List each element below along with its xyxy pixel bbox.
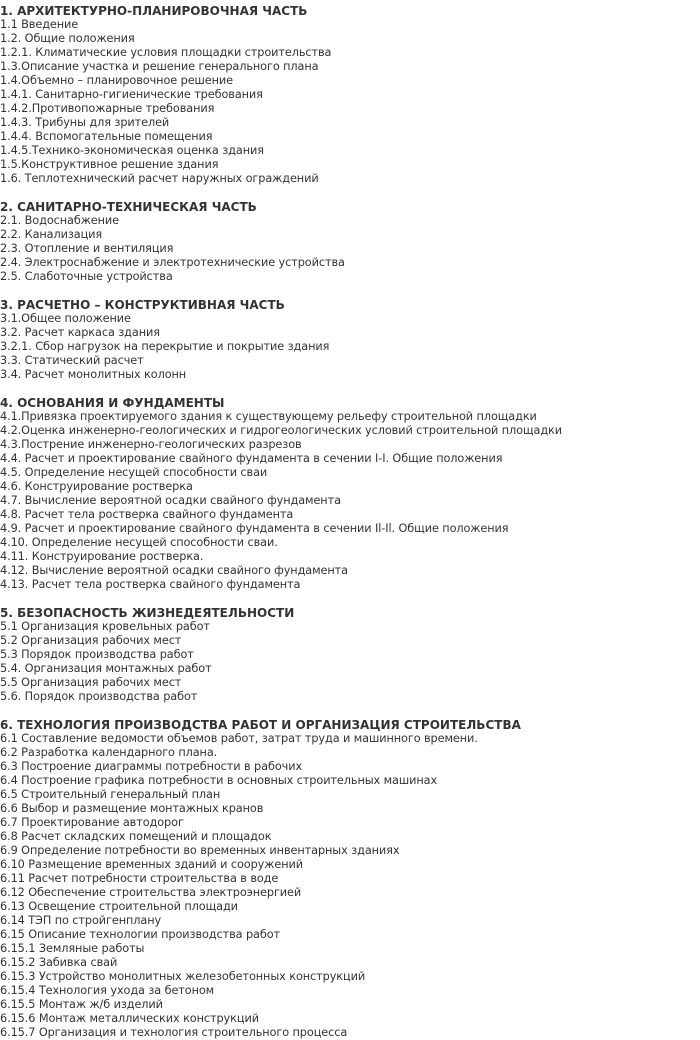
toc-item: 1.4.4. Вспомогательные помещения [0,130,213,143]
section-heading: 5. БЕЗОПАСНОСТЬ ЖИЗНЕДЕЯТЕЛЬНОСТИ [0,606,295,620]
toc-item: 6.12 Обеспечение строительства электроэнергией [0,886,302,899]
toc-item: 1.4.2.Противопожарные требования [0,102,215,115]
toc-item: 2.3. Отопление и вентиляция [0,242,174,255]
toc-section [0,718,700,1040]
toc-item: 6.4 Построение графика потребности в основных строительных машинах [0,774,438,787]
toc-item: 5.6. Порядок производства работ [0,690,198,703]
toc-item: 4.11. Конструирование ростверка. [0,550,204,563]
toc-item: 6.3 Построение диаграммы потребности в рабочих [0,760,303,773]
toc-item: 1.2. Общие положения [0,32,135,45]
toc-item: 6.5 Строительный генеральный план [0,788,221,801]
toc-item: 6.1 Составление ведомости объемов работ, затрат труда и машинного времени. [0,732,478,745]
toc-item: 4.4. Расчет и проектирование свайного фундамента в сечении I-I. Общие положения [0,452,503,465]
toc-item: 6.15.3 Устройство монолитных железобетонных конструкций [0,970,366,983]
toc-item: 3.2.1. Сбор нагрузок на перекрытие и покрытие здания [0,340,330,353]
toc-item: 6.15.1 Земляные работы [0,942,145,955]
toc-section [0,298,700,382]
section-heading: 1. АРХИТЕКТУРНО-ПЛАНИРОВОЧНАЯ ЧАСТЬ [0,4,308,18]
toc-item: 6.10 Размещение временных зданий и сооружений [0,858,303,871]
toc-item: 1.5.Конструктивное решение здания [0,158,219,171]
toc-item: 6.15.6 Монтаж металлических конструкций [0,1012,259,1025]
toc-item: 6.15.7 Организация и технология строительного процесса [0,1026,348,1039]
toc-section [0,396,700,592]
toc-item: 4.10. Определение несущей способности сваи. [0,536,278,549]
toc-item: 5.2 Организация рабочих мест [0,634,182,647]
toc-item: 3.2. Расчет каркаса здания [0,326,160,339]
toc-item: 6.2 Разработка календарного плана. [0,746,218,759]
toc-item: 4.5. Определение несущей способности сваи [0,466,268,479]
toc-item: 5.4. Организация монтажных работ [0,662,212,675]
toc-item: 1.3.Описание участка и решение генерального плана [0,60,319,73]
toc-item: 6.14 ТЭП по стройгенплану [0,914,162,927]
toc-item: 4.8. Расчет тела ростверка свайного фундамента [0,508,294,521]
toc-item: 2.4. Электроснабжение и электротехнические устройства [0,256,345,269]
toc-item: 1.4.5.Технико-экономическая оценка здания [0,144,264,157]
toc-item: 1.4.Объемно – планировочное решение [0,74,234,87]
toc-item: 4.7. Вычисление вероятной осадки свайного фундамента [0,494,341,507]
toc-item: 6.6 Выбор и размещение монтажных кранов [0,802,264,815]
toc-item: 1.1 Введение [0,18,79,31]
toc-item: 2.5. Слаботочные устройства [0,270,173,283]
toc-item: 4.2.Оценка инженерно-геологических и гидрогеологических условий строительной площадки [0,424,562,437]
toc-item: 3.1.Общее положение [0,312,131,325]
toc-item: 2.2. Канализация [0,228,103,241]
toc-item: 6.8 Расчет складских помещений и площадок [0,830,272,843]
section-heading: 2. САНИТАРНО-ТЕХНИЧЕСКАЯ ЧАСТЬ [0,200,257,214]
toc-item: 4.6. Конструирование ростверка [0,480,193,493]
toc-item: 6.7 Проектирование автодорог [0,816,184,829]
toc-item: 1.2.1. Климатические условия площадки строительства [0,46,332,59]
toc-item: 5.3 Порядок производства работ [0,648,194,661]
toc-item: 3.3. Статический расчет [0,354,144,367]
toc-item: 6.15 Описание технологии производства работ [0,928,281,941]
toc-section [0,4,700,186]
toc-item: 6.9 Определение потребности во временных инвентарных зданиях [0,844,400,857]
section-heading: 4. ОСНОВАНИЯ И ФУНДАМЕНТЫ [0,396,225,410]
toc-item: 1.4.1. Санитарно-гигиенические требования [0,88,263,101]
toc-item: 5.5 Организация рабочих мест [0,676,182,689]
toc-item: 4.13. Расчет тела ростверка свайного фундамента [0,578,301,591]
toc-item: 3.4. Расчет монолитных колонн [0,368,187,381]
toc-item: 6.15.2 Забивка свай [0,956,118,969]
toc-item: 6.13 Освещение строительной площади [0,900,238,913]
toc-item: 4.3.Пострение инженерно-геологических разрезов [0,438,302,451]
toc-item: 4.9. Расчет и проектирование свайного фундамента в сечении Il-Il. Общие положения [0,522,509,535]
section-heading: 3. РАСЧЕТНО – КОНСТРУКТИВНАЯ ЧАСТЬ [0,298,285,312]
toc-section [0,606,700,704]
toc-item: 6.11 Расчет потребности строительства в воде [0,872,279,885]
toc-item: 2.1. Водоснабжение [0,214,120,227]
section-heading: 6. ТЕХНОЛОГИЯ ПРОИЗВОДСТВА РАБОТ И ОРГАНИЗАЦИЯ СТРОИТЕЛЬСТВА [0,718,521,732]
toc-item: 1.4.3. Трибуны для зрителей [0,116,170,129]
toc-item: 6.15.5 Монтаж ж/б изделий [0,998,163,1011]
toc-item: 6.15.4 Технология ухода за бетоном [0,984,215,997]
toc-item: 5.1 Организация кровельных работ [0,620,210,633]
toc-section [0,200,700,284]
table-of-contents [0,4,700,1040]
toc-item: 1.6. Теплотехнический расчет наружных ограждений [0,172,319,185]
toc-item: 4.1.Привязка проектируемого здания к существующему рельефу строительной площадки [0,410,537,423]
toc-item: 4.12. Вычисление вероятной осадки свайного фундамента [0,564,348,577]
